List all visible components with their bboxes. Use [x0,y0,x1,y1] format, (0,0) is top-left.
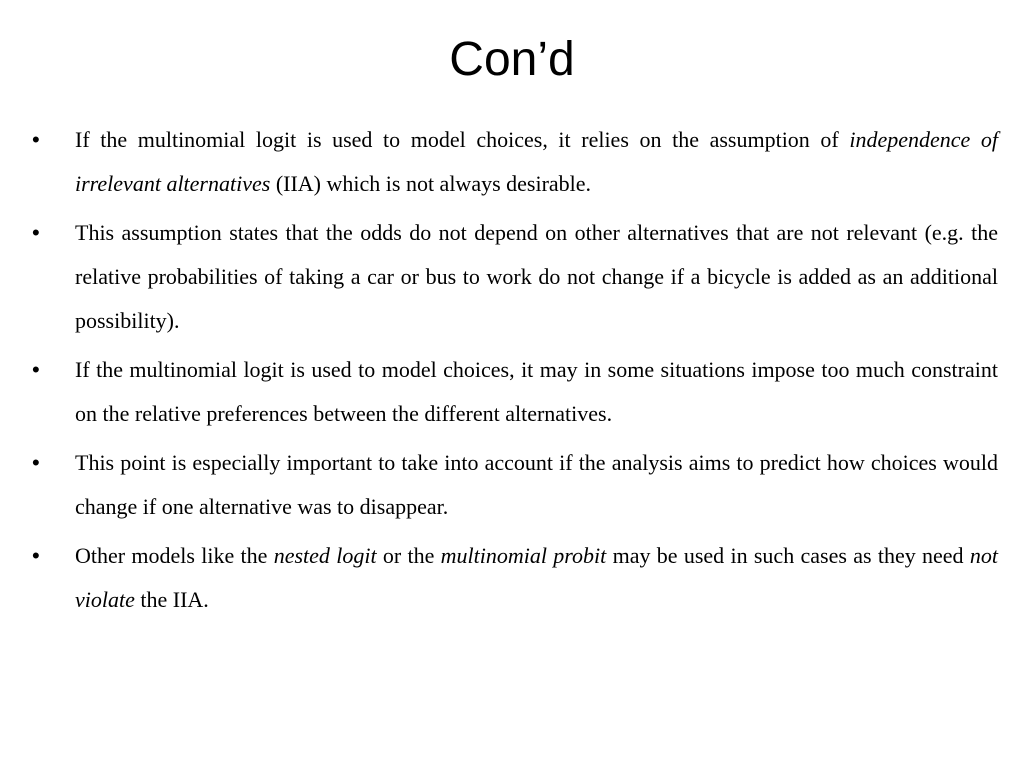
bullet-italic-term: not violate [75,543,998,612]
bullet-item [30,348,998,436]
bullet-marker: • [32,450,40,475]
bullet-item [30,118,998,206]
bullet-text-segment: the IIA. [134,587,209,612]
bullet-item [30,441,998,529]
bullet-text [75,543,998,612]
bullet-text [75,450,998,519]
bullet-italic-term: multinomial probit [440,543,607,568]
bullet-text [75,127,998,196]
bullet-item [30,534,998,622]
bullet-marker: • [32,357,40,382]
slide-title: Con’d [449,33,575,86]
bullet-italic-term: nested logit [273,543,377,568]
bullet-italic-term: independence of irrelevant alternatives [75,127,998,196]
bullet-text [75,357,998,426]
bullet-text-segment: If the multinomial logit is used to model choices, it may in some situations impose too much constraint on the relative preferences between the different alternatives. [75,357,998,426]
bullet-text-segment: (IIA) which is not always desirable. [270,171,592,196]
bullet-marker: • [32,127,40,152]
bullet-text-segment: This point is especially important to take into account if the analysis aims to predict how choices would change if one alternative was to disappear. [75,450,998,519]
bullet-text-segment: may be used in such cases as they need [606,543,970,568]
bullet-text-segment: If the multinomial logit is used to model choices, it relies on the assumption of [75,127,850,152]
bullet-marker: • [32,220,40,245]
bullet-text-segment: or the [376,543,441,568]
bullet-marker: • [32,543,40,568]
bullet-list [30,118,998,627]
bullet-text-segment: Other models like the [75,543,274,568]
bullet-item [30,211,998,343]
bullet-text-segment: This assumption states that the odds do not depend on other alternatives that are not relevant (e.g. the relative probabilities of taking a car or bus to work do not change if a bicycle is added as an additional possibility). [75,220,998,333]
bullet-text [75,220,998,333]
